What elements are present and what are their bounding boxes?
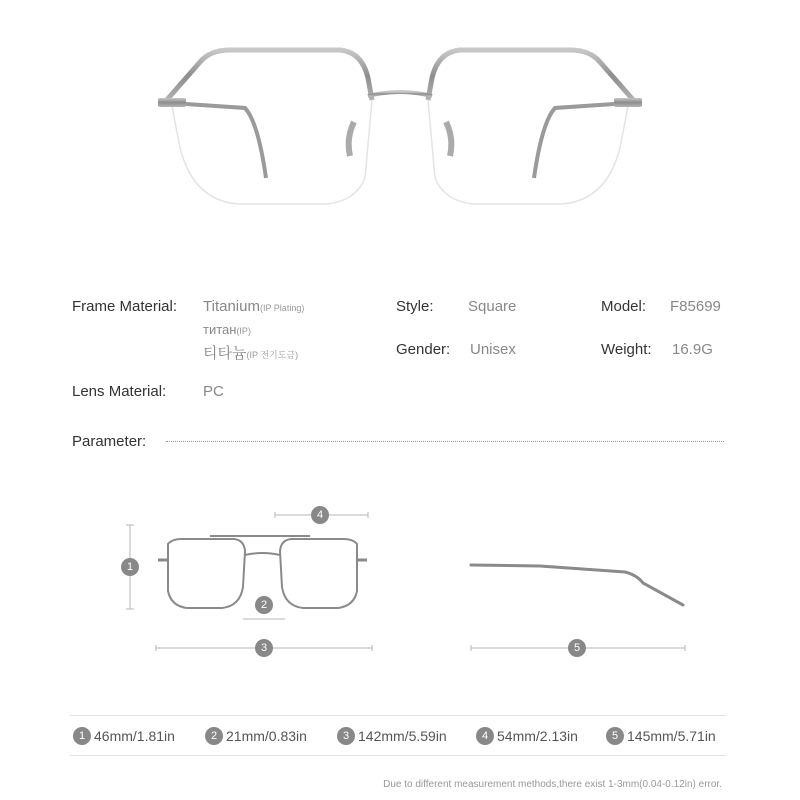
frame-material-ko: [203, 342, 298, 363]
style-value: Square: [468, 298, 517, 315]
measurement-badge-3: 3: [337, 727, 355, 745]
gender-label: Gender:: [396, 341, 451, 358]
marker-2: 2: [255, 596, 273, 614]
measurement-top-divider: [70, 715, 726, 716]
measurement-frame-width: [337, 726, 447, 746]
lens-material-value: PC: [203, 383, 224, 400]
eyeglasses-front-photo-icon: [150, 30, 650, 220]
measurement-temple-length: [606, 726, 716, 746]
gender-value: Unisex: [470, 341, 516, 358]
measurement-lens-height: [476, 726, 578, 746]
style-label: Style:: [396, 298, 434, 315]
hero-glasses-image: [150, 30, 650, 220]
measurement-text: 46mm/1.81in: [94, 728, 175, 744]
weight-label: Weight:: [601, 341, 652, 358]
measurement-text: 145mm/5.71in: [627, 728, 716, 744]
marker-4: 4: [311, 506, 329, 524]
frame-material-ko-note: (IP 전기도금): [246, 350, 299, 360]
measurement-badge-1: 1: [73, 727, 91, 745]
model-value: F85699: [670, 298, 721, 315]
marker-5: 5: [568, 639, 586, 657]
measurement-text: 142mm/5.59in: [358, 728, 447, 744]
measurement-text: 21mm/0.83in: [226, 728, 307, 744]
eyeglasses-front-outline-icon: [110, 495, 390, 665]
measurement-badge-2: 2: [205, 727, 223, 745]
frame-material-en-value: Titanium: [203, 298, 260, 315]
measurement-bottom-divider: [70, 755, 726, 756]
frame-material-en-note: (IP Plating): [259, 303, 305, 313]
measurement-text: 54mm/2.13in: [497, 728, 578, 744]
parameter-label: Parameter:: [72, 433, 147, 450]
measurement-bridge-width: [205, 726, 307, 746]
frame-material-en: [203, 298, 304, 316]
model-label: Model:: [601, 298, 647, 315]
weight-value: 16.9G: [672, 341, 713, 358]
frame-material-ru-value: титан: [203, 322, 237, 337]
frame-material-label: Frame Material:: [72, 298, 178, 315]
marker-3: 3: [255, 639, 273, 657]
frame-material-ru-note: (IP): [236, 326, 251, 336]
front-view-diagram: [110, 495, 390, 665]
lens-material-label: Lens Material:: [72, 383, 167, 400]
parameter-divider: [166, 441, 724, 442]
measurement-error-footnote: Due to different measurement methods,there exist 1-3mm(0.04-0.12in) error.: [383, 779, 722, 790]
measurement-badge-4: 4: [476, 727, 494, 745]
frame-material-ko-value: 티타늄: [203, 345, 247, 362]
side-view-diagram: [465, 545, 695, 665]
measurement-lens-width: [73, 726, 175, 746]
frame-material-ru: [203, 321, 251, 339]
measurement-badge-5: 5: [606, 727, 624, 745]
marker-1: 1: [121, 558, 139, 576]
